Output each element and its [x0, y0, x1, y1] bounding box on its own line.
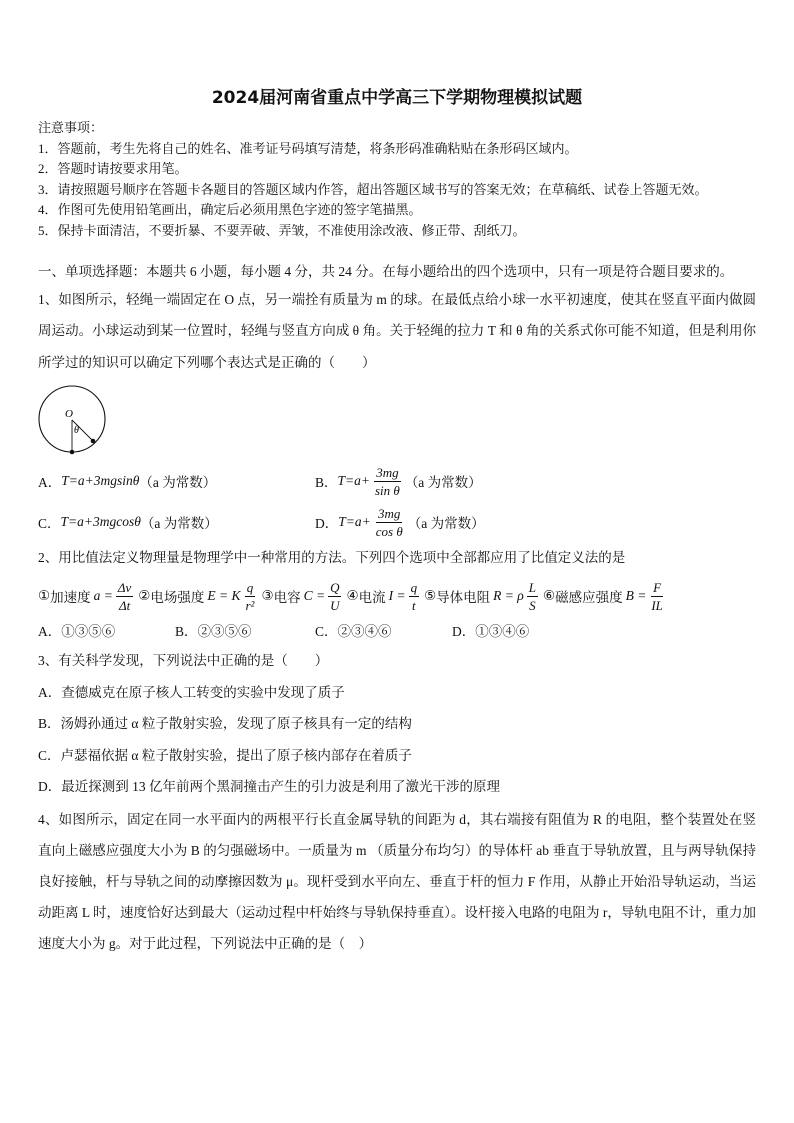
definition-electric-field	[138, 579, 259, 614]
q1-option-a	[38, 471, 315, 491]
q1-option-c	[38, 512, 315, 532]
definition-lhs: a =	[93, 588, 113, 604]
definition-name: 加速度	[50, 590, 91, 606]
fraction	[527, 579, 538, 614]
q3-option-b: B．汤姆孙通过 α 粒子散射实验，发现了原子核具有一定的结构	[38, 716, 412, 732]
q2-option-c: C．②③④⑥	[315, 624, 392, 640]
option-expression: T=a+	[337, 473, 370, 489]
definition-lhs: B =	[625, 588, 647, 604]
q1-options-row	[38, 461, 756, 501]
exam-page	[0, 86, 756, 959]
q3-option-c: C．卢瑟福依据 α 粒子散射实验，提出了原子核内部存在着质子	[38, 747, 412, 763]
definition-name: 电场强度	[150, 590, 205, 606]
fraction-denominator: Δt	[118, 597, 131, 613]
fraction-denominator: sin θ	[375, 482, 400, 498]
notes-item: 1．答题前，考生先将自己的姓名、准考证号码填写清楚，将条形码准确粘贴在条形码区域内。	[38, 140, 578, 156]
option-note: （a 为常数）	[404, 475, 482, 491]
definition-current	[346, 579, 422, 614]
option-label: B．	[315, 475, 338, 491]
definition-lhs: C =	[303, 588, 326, 604]
fraction	[373, 464, 402, 499]
definition-marker: ②	[138, 588, 151, 604]
definition-lhs: I =	[388, 588, 406, 604]
q4-stem: 4、如图所示，固定在同一水平面内的两根平行长直金属导轨的间距为 d，其右端接有阻值为 R 的电阻，整个装置处在竖直向上磁感应强度大小为 B 的匀强磁场中。一质量为 m （质量分布均匀）的导体杆 ab 垂直于导轨放置，且与两导轨保持良好接触，杆与导轨之间的动摩擦因数为 μ。现杆受到水平向左、垂直于杆的恒力 F 作用，从静止开始沿导轨运动，当运动距离 L 时，速度恰好达到最大（运动过程中杆始终与导轨保持垂直）。设杆接入电路的电阻为 r，导轨电阻不计，重力加速度大小为 g。对于此过程，下列说法中正确的是（ ）	[38, 811, 756, 951]
definition-lhs: E = K	[207, 588, 241, 604]
definition-marker: ④	[346, 588, 359, 604]
fraction-numerator: F	[653, 579, 662, 595]
notes-item: 2．答题时请按要求用笔。	[38, 161, 188, 177]
q2-option-a: A．①③⑤⑥	[38, 624, 116, 640]
fraction-numerator: 3mg	[376, 464, 399, 480]
fraction	[374, 505, 405, 540]
notes-heading: 注意事项：	[38, 120, 104, 135]
option-label: D．	[315, 516, 339, 532]
q2-definitions	[38, 576, 756, 616]
q2-option-b: B．②③⑤⑥	[175, 624, 252, 640]
q3-stem: 3、有关科学发现，下列说法中正确的是（ ）	[38, 653, 329, 669]
q1-figure	[38, 383, 756, 455]
fraction-denominator: r²	[245, 597, 255, 613]
fraction-numerator: 3mg	[378, 505, 401, 521]
q3-option-d: D．最近探测到 13 亿年前两个黑洞撞击产生的引力波是利用了激光干涉的原理	[38, 779, 500, 795]
fraction-denominator: t	[412, 597, 416, 613]
fraction-numerator: Q	[330, 579, 340, 595]
fraction-numerator: Δv	[117, 579, 132, 595]
definition-marker: ③	[261, 588, 274, 604]
option-note: （a 为常数）	[139, 475, 217, 491]
fraction-denominator: cos θ	[375, 523, 403, 539]
definition-lhs: R = ρ	[493, 588, 524, 604]
fraction	[649, 579, 665, 614]
option-note: （a 为常数）	[407, 516, 485, 532]
option-label: A．	[38, 475, 62, 491]
angle-label: θ	[74, 425, 79, 437]
q1-stem: 1、如图所示，轻绳一端固定在 O 点，另一端拴有质量为 m 的球。在最低点给小球一水平初速度，使其在竖直平面内做圆周运动。小球运动到某一位置时，轻绳与竖直方向成 θ 角。关于轻绳的拉力 T 和 θ 角的关系式你可能不知道，但是利用你所学过的知识可以确定下列哪个表达式是正确的（ ）	[38, 291, 756, 370]
definition-marker: ①	[38, 588, 51, 604]
option-expression: T=a+3mgcosθ	[60, 514, 141, 530]
definition-resistance	[424, 579, 541, 614]
fraction	[328, 579, 341, 614]
fraction	[244, 579, 257, 614]
notes-item: 5．保持卡面清洁，不要折暴、不要弄破、弄皱，不准使用涂改液、修正带、刮纸刀。	[38, 222, 526, 238]
option-expression: T=a+3mgsinθ	[61, 473, 140, 489]
q2-stem: 2、用比值法定义物理量是物理学中一种常用的方法。下列四个选项中全部都应用了比值定义法的是	[38, 550, 626, 566]
fraction-denominator: IL	[651, 597, 663, 613]
definition-capacitance	[261, 579, 344, 614]
lowest-point-dot	[70, 450, 75, 455]
q3-block	[38, 645, 756, 803]
definition-name: 磁感应强度	[555, 590, 623, 606]
fraction-denominator: S	[529, 597, 536, 613]
q1-option-d	[315, 505, 485, 540]
fraction	[409, 579, 420, 614]
ball-dot	[91, 439, 96, 444]
fraction-numerator: L	[528, 579, 536, 595]
definition-magnetic-induction	[543, 579, 668, 614]
definition-name: 电容	[273, 590, 301, 606]
pivot-label: O	[65, 408, 73, 421]
pendulum-circle-diagram	[36, 383, 112, 459]
fraction-numerator: q	[246, 579, 254, 595]
q3-option-a: A．查德威克在原子核人工转变的实验中发现了质子	[38, 684, 345, 700]
notes-item: 3．请按照题号顺序在答题卡各题目的答题区域内作答，超出答题区域书写的答案无效；在草稿纸、试卷上答题无效。	[38, 181, 708, 197]
q2-options	[38, 620, 756, 644]
q2-option-d: D．①③④⑥	[452, 624, 530, 640]
definition-name: 导体电阻	[436, 590, 491, 606]
definition-marker: ⑥	[543, 588, 556, 604]
notes-item: 4．作图可先使用铅笔画出，确定后必须用黑色字迹的签字笔描黑。	[38, 202, 422, 218]
definition-marker: ⑤	[424, 588, 437, 604]
definition-name: 电流	[358, 590, 386, 606]
q1-options-row	[38, 502, 756, 542]
section-heading: 一、单项选择题：本题共 6 小题，每小题 4 分，共 24 分。在每小题给出的四个选项中，只有一项是符合题目要求的。	[38, 263, 734, 279]
option-label: C．	[38, 516, 61, 532]
option-expression: T=a+	[338, 514, 371, 530]
page-title: 2024届河南省重点中学高三下学期物理模拟试题	[211, 88, 583, 108]
fraction-denominator: U	[330, 597, 340, 613]
fraction	[116, 579, 133, 614]
notes-block	[38, 118, 756, 242]
q1-option-b	[315, 464, 482, 499]
fraction-numerator: q	[410, 579, 418, 595]
option-note: （a 为常数）	[140, 516, 218, 532]
definition-acceleration	[38, 579, 136, 614]
